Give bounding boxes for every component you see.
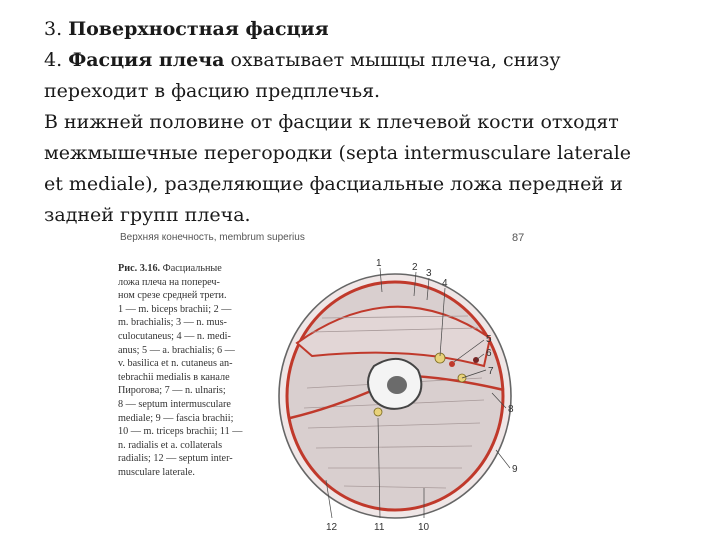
book-page-header: Верхняя конечность, membrum superius [120, 232, 305, 243]
label-11: 11 [374, 522, 385, 533]
item-3 [44, 14, 704, 45]
paragraph-line-4: задней групп плеча. [44, 204, 251, 226]
humerus-marrow [387, 376, 407, 394]
septa-paragraph [44, 107, 704, 231]
anatomy-figure [112, 228, 532, 540]
label-1: 1 [376, 258, 382, 269]
label-12: 12 [326, 522, 338, 533]
label-10: 10 [418, 522, 430, 533]
paragraph-line-2: межмышечные перегородки (septa intermusculare laterale [44, 142, 632, 164]
label-6: 6 [486, 348, 492, 359]
caption-text: Фасциальные ложа плеча на попереч- ном срезе средней трети. 1 — m. biceps brachii; 2 — m. brachialis; 3 — n. mus- culocutaneus; 4 — n. medi- anus; 5 — a. brachialis; 6 — v. basilica et n. cutaneus an- tebrachii medialis в канале Пирогова; 7 — n. ulnaris; 8 — septum intermusculare mediale; 9 — fascia brachii; 10 — m. triceps brachii; 11 — n. radialis et a. collaterals radialis; 12 — septum inter- musculare laterale. [118, 263, 243, 478]
item-4-text-line-1: охватывает мышцы плеча, снизу [230, 49, 561, 71]
item-4-title: Фасция плеча [68, 49, 225, 71]
item-3-title: Поверхностная фасция [68, 18, 329, 40]
radial-nerve [374, 408, 382, 416]
label-8: 8 [508, 404, 514, 415]
paragraph-line-3: et mediale), разделяющие фасциальные ложа передней и [44, 173, 623, 195]
item-4-number: 4. [44, 49, 63, 71]
slide-text [44, 14, 704, 231]
label-2: 2 [412, 262, 418, 273]
item-4 [44, 45, 704, 107]
caption-title: Рис. 3.16. [118, 263, 161, 274]
arm-cross-section-diagram [112, 228, 532, 540]
label-9: 9 [512, 464, 518, 475]
label-4: 4 [442, 278, 448, 289]
item-3-number: 3. [44, 18, 63, 40]
label-7: 7 [488, 366, 494, 377]
paragraph-line-1: В нижней половине от фасции к плечевой кости отходят [44, 111, 619, 133]
item-4-text-line-2: переходит в фасцию предплечья. [44, 80, 381, 102]
book-page-number: 87 [512, 232, 525, 244]
label-3: 3 [426, 268, 432, 279]
label-5: 5 [486, 334, 492, 345]
